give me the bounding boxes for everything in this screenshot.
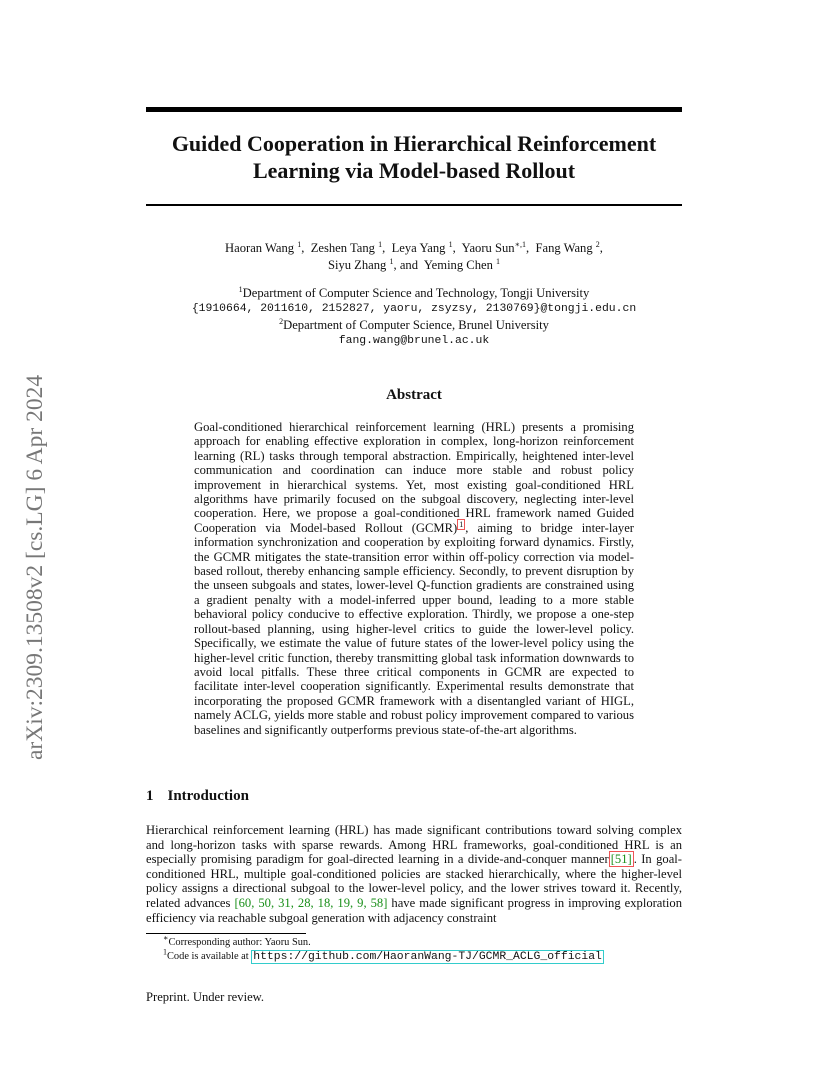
footnote-text: Corresponding author: Yaoru Sun.: [168, 937, 311, 948]
footnote-link[interactable]: 1: [459, 519, 464, 529]
citation-link[interactable]: [60, 50, 31, 28, 18, 19, 9, 58]: [234, 895, 388, 910]
author-sup: ∗,1: [514, 239, 527, 249]
footnote-1: [163, 947, 683, 964]
footnote-mark: 1: [163, 947, 167, 957]
affil-sup: 2: [279, 316, 284, 326]
author: Fang Wang: [535, 241, 593, 255]
affil-sup: 1: [238, 284, 243, 294]
author-sup: 1: [448, 239, 453, 249]
preprint-note: Preprint. Under review.: [146, 990, 265, 1004]
introduction-body: [146, 823, 682, 925]
affiliation-1-emails: {1910664, 2011610, 2152827, yaoru, zsyzsy, 2130769}@tongji.edu.cn: [191, 303, 637, 315]
author: Yaoru Sun: [461, 241, 515, 255]
arxiv-stamp: arXiv:2309.13508v2 [cs.LG] 6 Apr 2024: [22, 374, 48, 760]
title-line-1: Guided Cooperation in Hierarchical Reinforcement: [171, 131, 657, 156]
author-sup: 1: [378, 239, 383, 249]
section-heading: [146, 788, 249, 805]
footnote-star: [163, 933, 683, 950]
author-sup: 2: [595, 239, 600, 249]
author-line-2: Siyu Zhang $^1$, and Yeming Chen $^1$: [327, 256, 501, 272]
affiliation-2: [146, 317, 682, 333]
and-word: and: [399, 258, 418, 272]
abstract-text: , aiming to bridge inter-layer information synchronization and cooperation by exploiting forward dynamics. Firstly, the GCMR mitigates the state-transition error within off-policy correction via model-based rollout, thereby enhancing sample efficiency. Secondly, to prevent disruption by the unseen subgoals and states, lower-level Q-function gradients are constrained using a gradient penalty with a model-inferred upper bound, leading to a more stable behavioral policy conducive to effective exploration. Thirdly, we propose a one-step rollout-based planning, using higher-level critics to guide the lower-level policy. Specifically, we estimate the value of future states of the lower-level policy using the higher-level critic function, thereby transmitting global task information downwards to avoid local pitfalls. These three critical components in GCMR are expected to facilitate inter-level cooperation significantly. Experimental results demonstrate that incorporating the proposed GCMR framework with a disentangled variant of HIGL, namely ACLG, yields more stable and robust policy improvement compared to various baselines and significantly outperforms previous state-of-the-art algorithms.: [194, 520, 634, 737]
abstract-heading: Abstract: [386, 387, 442, 403]
footnotes: [163, 933, 683, 964]
author-sup: 1: [496, 256, 501, 266]
author: Leya Yang: [391, 241, 446, 255]
footnote-rule: [146, 933, 306, 934]
author: Siyu Zhang: [327, 258, 387, 272]
author: Haoran Wang: [225, 241, 295, 255]
affiliation-1: [146, 285, 682, 301]
code-url-link[interactable]: https://github.com/HaoranWang-TJ/GCMR_ACLG_official: [253, 951, 602, 963]
intro-text: Hierarchical reinforcement learning (HRL) has made significant contributions toward solving complex and long-horizon tasks with sparse rewards. Among HRL frameworks, goal-conditioned HRL is an especially promising paradigm for goal-directed learning in a divide-and-conquer manner: [146, 823, 682, 867]
intro-text: . In goal-conditioned HRL, multiple goal-conditioned policies are stacked hierarchically, where the higher-level policy assigns a directional subgoal to the lower-level policy, and the lower strives toward it. Recently, related advances: [146, 852, 682, 910]
abstract-body: [194, 420, 634, 737]
author-line-1: Haoran Wang $^1$, Zeshen Tang $^1$, Leya Yang $^1$, Yaoru Sun$^{∗,1}$, Fang Wang $^2$,: [225, 239, 603, 255]
affiliation-2-email: fang.wang@brunel.ac.uk: [338, 335, 490, 347]
intro-text: have made significant progress in improving exploration efficiency via reachable subgoal generation with adjacency constraint: [146, 895, 682, 925]
affil-name: Department of Computer Science, Brunel University: [283, 318, 549, 332]
author-sup: 1: [389, 256, 394, 266]
paper-title: [146, 130, 682, 184]
footnote-text: Code is available at: [167, 951, 252, 962]
title-rule-bottom: [146, 204, 682, 206]
citation-link[interactable]: [51]: [610, 852, 632, 867]
affiliations: [146, 285, 682, 349]
section-number: 1: [146, 788, 154, 804]
abstract-text: Goal-conditioned hierarchical reinforcement learning (HRL) presents a promising approach for enabling effective exploration in complex, long-horizon reinforcement learning (RL) tasks through temporal abstraction. Empirically, heightened inter-level communication and coordination can induce more stable and robust policy improvement in hierarchical systems. Yet, most existing goal-conditioned HRL algorithms have primarily focused on the subgoal discovery, neglecting inter-level cooperation. Here, we propose a goal-conditioned HRL framework named Guided Cooperation via Model-based Rollout (GCMR): [194, 420, 634, 535]
author: Zeshen Tang: [310, 241, 375, 255]
author-sup: 1: [297, 239, 302, 249]
title-rule-top: [146, 107, 682, 112]
author-list: [146, 240, 682, 274]
author: Yeming Chen: [423, 258, 493, 272]
title-line-2: Learning via Model-based Rollout: [252, 158, 576, 183]
affil-name: Department of Computer Science and Technology, Tongji University: [242, 286, 590, 300]
footnote-mark: ∗: [163, 933, 169, 943]
section-title: Introduction: [167, 788, 249, 804]
